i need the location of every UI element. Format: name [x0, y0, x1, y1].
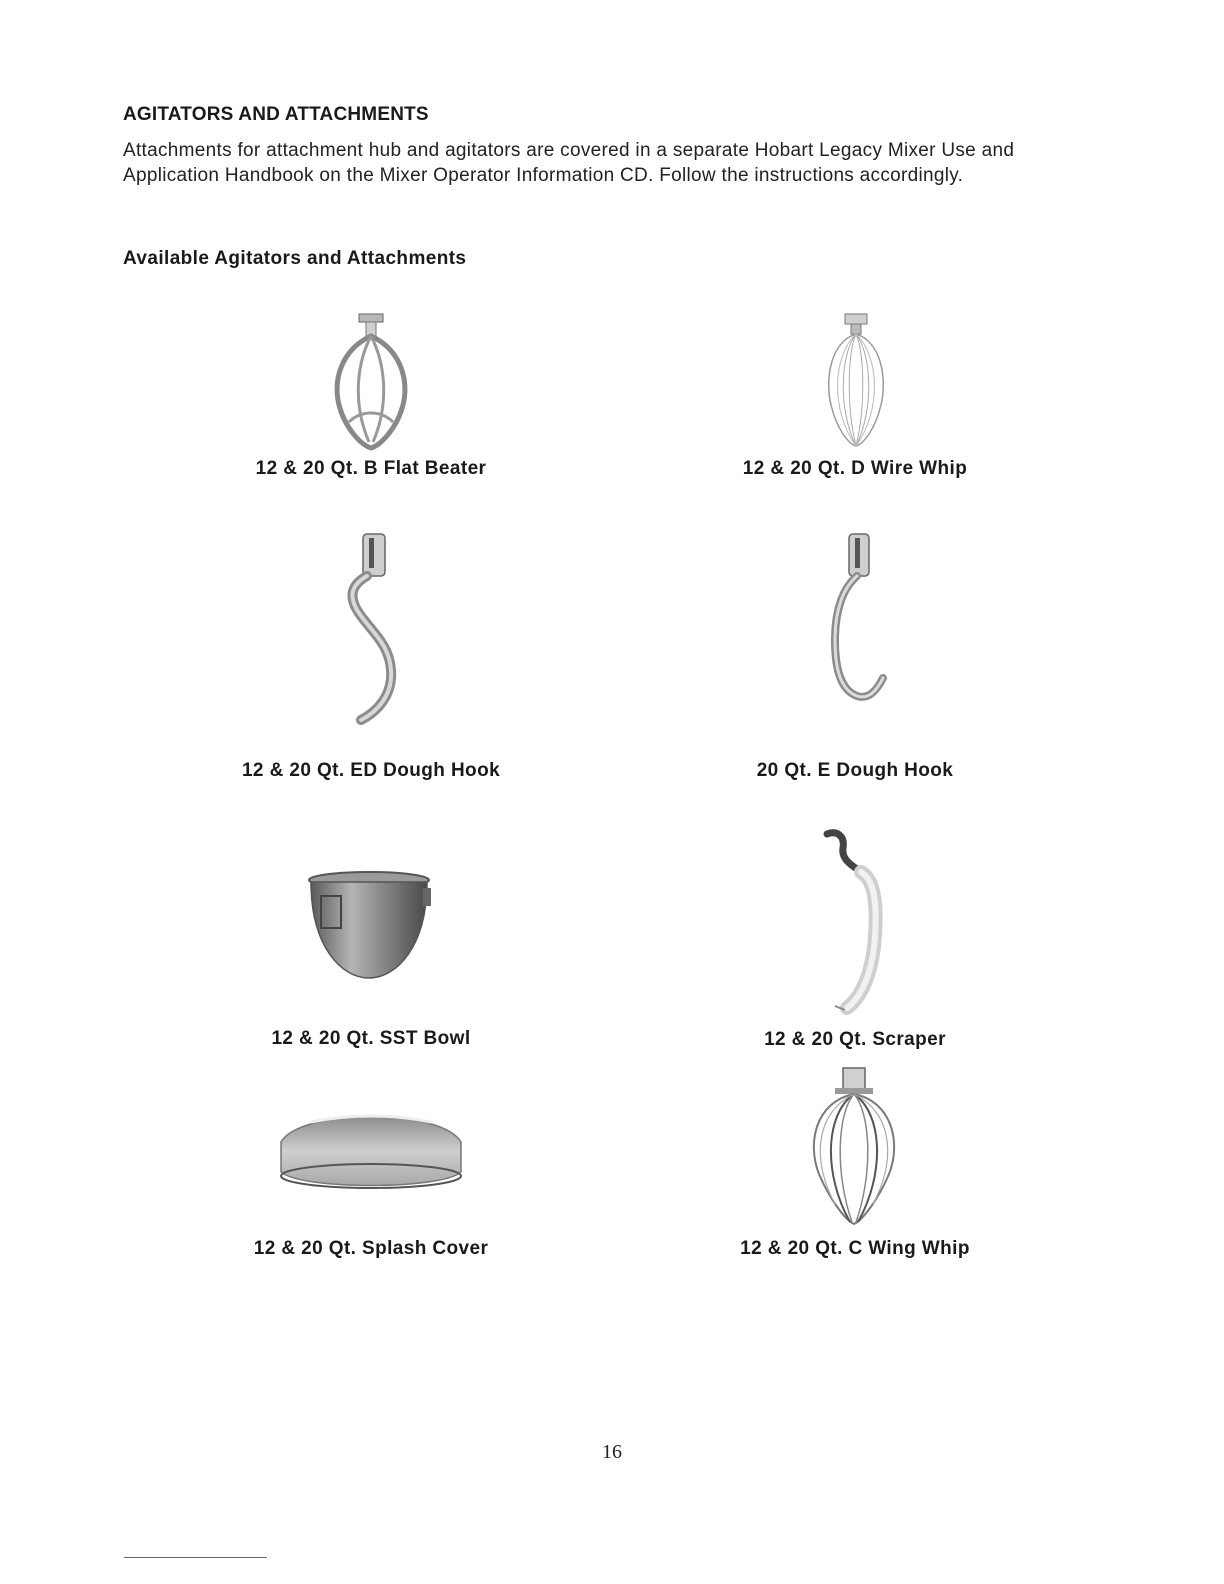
splash-cover-icon: [271, 1092, 471, 1202]
item-caption: 12 & 20 Qt. ED Dough Hook: [241, 760, 501, 781]
item-caption: 12 & 20 Qt. D Wire Whip: [742, 458, 968, 479]
attachment-scraper: [645, 826, 1065, 1050]
item-caption: 20 Qt. E Dough Hook: [756, 760, 954, 781]
ed-dough-hook-icon: [321, 530, 421, 730]
section-title: AGITATORS AND ATTACHMENTS: [123, 104, 429, 125]
attachment-wire-whip: [645, 310, 1065, 479]
footnote-rule: [124, 1557, 267, 1558]
scraper-icon: [805, 826, 905, 1016]
item-caption: 12 & 20 Qt. C Wing Whip: [740, 1238, 970, 1259]
wire-whip-icon: [805, 310, 905, 450]
page-number: 16: [602, 1441, 622, 1463]
attachment-ed-dough-hook: [161, 530, 581, 781]
attachment-wing-whip: [645, 1064, 1065, 1259]
flat-beater-icon: [321, 310, 421, 450]
attachment-flat-beater: [161, 310, 581, 479]
attachment-e-dough-hook: [645, 530, 1065, 781]
wing-whip-icon: [795, 1064, 915, 1228]
item-caption: 12 & 20 Qt. SST Bowl: [271, 1028, 471, 1049]
item-caption: 12 & 20 Qt. Splash Cover: [253, 1238, 489, 1259]
available-attachments-heading: Available Agitators and Attachments: [123, 248, 467, 269]
intro-paragraph: Attachments for attachment hub and agitators are covered in a separate Hobart Legacy Mixer Use and Application Handbook on the Mixer Operator Information CD. Follow the instructions accordingly.: [123, 140, 1015, 186]
attachment-sst-bowl: [161, 866, 581, 1049]
bowl-icon: [301, 866, 441, 986]
e-dough-hook-icon: [805, 530, 905, 730]
attachment-splash-cover: [161, 1092, 581, 1259]
item-caption: 12 & 20 Qt. Scraper: [764, 1029, 946, 1050]
item-caption: 12 & 20 Qt. B Flat Beater: [255, 458, 487, 479]
